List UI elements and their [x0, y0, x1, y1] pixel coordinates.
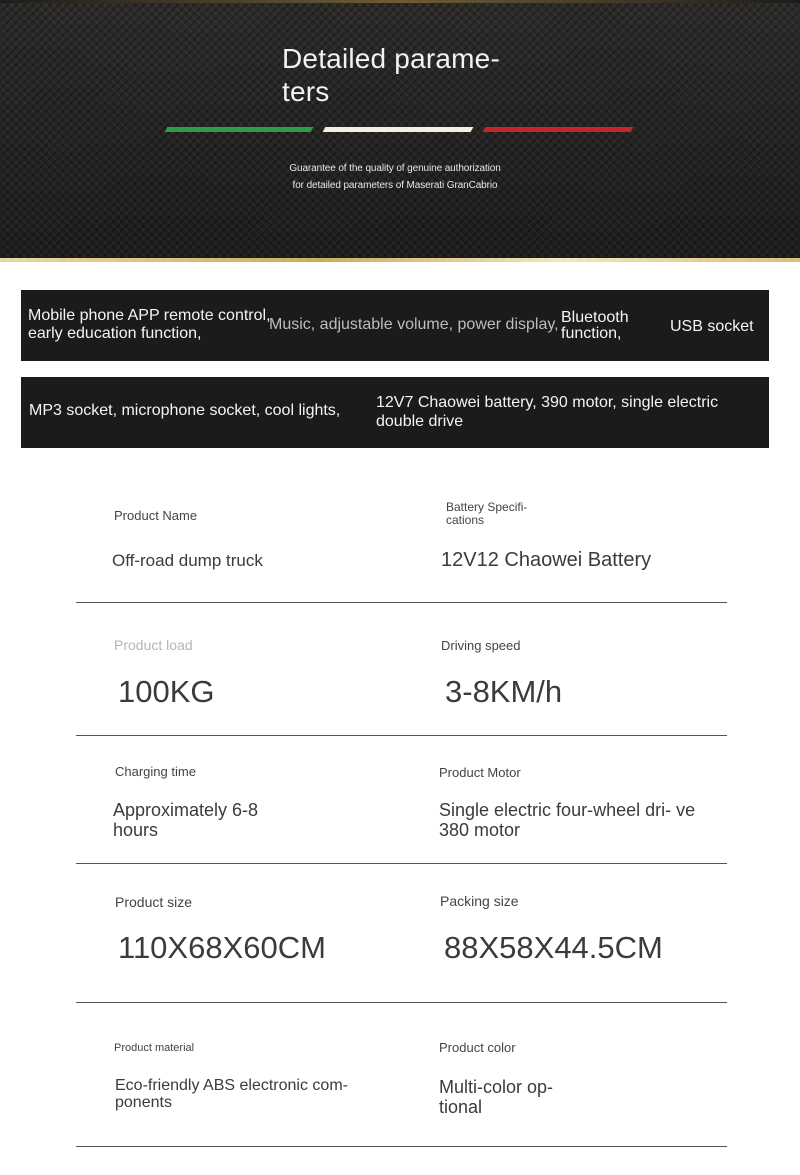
- feature-music: Music, adjustable volume, power display,: [269, 316, 559, 333]
- param-row: [76, 603, 727, 736]
- param-label: Product Motor: [439, 765, 521, 780]
- param-row: [76, 736, 727, 864]
- param-label: Product load: [114, 637, 193, 653]
- feature-app-remote: Mobile phone APP remote control, early education function,: [28, 307, 271, 342]
- param-value: Eco-friendly ABS electronic com- ponents: [115, 1077, 348, 1111]
- param-value: Approximately 6-8 hours: [113, 800, 259, 840]
- page-title: Detailed parame- ters: [282, 43, 500, 107]
- header-banner: [0, 0, 800, 258]
- feature-usb: USB socket: [670, 318, 754, 335]
- flag-stripe-green: [165, 127, 314, 132]
- feature-box-1: [21, 290, 769, 361]
- param-label: Charging time: [115, 764, 196, 779]
- param-row: [76, 480, 727, 603]
- feature-battery-motor: 12V7 Chaowei battery, 390 motor, single electric double drive: [376, 394, 719, 430]
- param-value: 12V12 Chaowei Battery: [441, 549, 652, 571]
- param-label: Product color: [439, 1040, 516, 1055]
- param-label: Battery Specifi- cations: [446, 500, 528, 527]
- banner-top-edge: [0, 0, 800, 3]
- param-label: Product material: [114, 1042, 195, 1054]
- param-value: Multi-color op- tional: [439, 1077, 554, 1117]
- banner-subtitle-line1: Guarantee of the quality of genuine authorization: [289, 163, 501, 174]
- gold-divider: [0, 258, 800, 262]
- param-value: 3-8KM/h: [445, 674, 563, 709]
- param-value: Off-road dump truck: [112, 551, 263, 570]
- param-row: [76, 864, 727, 1003]
- param-value: Single electric four-wheel dri- ve 380 motor: [439, 800, 696, 840]
- param-label: Packing size: [440, 893, 519, 909]
- banner-subtitle-line2: for detailed parameters of Maserati GranCabrio: [292, 180, 498, 191]
- feature-box-2: [21, 377, 769, 448]
- flag-stripe-red: [483, 127, 634, 132]
- feature-bluetooth: Bluetooth function,: [561, 309, 629, 342]
- param-value: 88X58X44.5CM: [444, 930, 663, 965]
- param-label: Product size: [115, 894, 193, 910]
- param-row: [76, 1003, 727, 1147]
- feature-mp3: MP3 socket, microphone socket, cool lights,: [29, 402, 341, 419]
- param-label: Product Name: [114, 508, 198, 523]
- param-label: Driving speed: [441, 638, 521, 653]
- param-value: 100KG: [118, 674, 215, 709]
- param-value: 110X68X60CM: [118, 930, 326, 965]
- flag-stripe-white: [323, 127, 474, 132]
